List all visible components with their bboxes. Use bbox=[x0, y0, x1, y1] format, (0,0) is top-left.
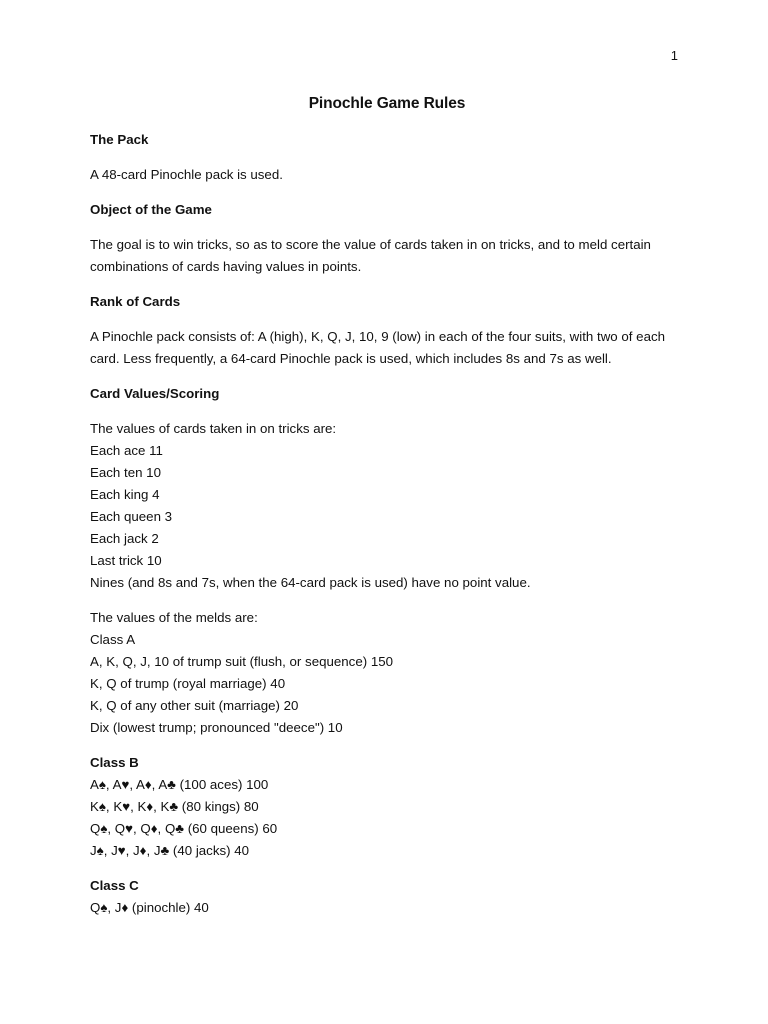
card-values-intro: The values of cards taken in on tricks are: bbox=[90, 421, 337, 436]
meld-item: K, Q of trump (royal marriage) 40 bbox=[90, 676, 286, 691]
card-value-item: Last trick 10 bbox=[90, 553, 162, 568]
meld-item: J♠, J♥, J♦, J♣ (40 jacks) 40 bbox=[90, 843, 250, 858]
document-title: Pinochle Game Rules bbox=[308, 95, 466, 112]
meld-item: Q♠, J♦ (pinochle) 40 bbox=[90, 900, 209, 915]
meld-item: K♠, K♥, K♦, K♣ (80 kings) 80 bbox=[90, 799, 259, 814]
document-body bbox=[90, 94, 690, 919]
meld-item: K, Q of any other suit (marriage) 20 bbox=[90, 698, 299, 713]
card-value-item: Each ace 11 bbox=[90, 443, 163, 458]
page-number: 1 bbox=[670, 48, 678, 63]
paragraph-rank-of-cards: A Pinochle pack consists of: A (high), K, Q, J, 10, 9 (low) in each of the four suits, with two of each card. Less frequently, a 64-card Pinochle pack is used, which includes 8s and 7s as well. bbox=[90, 329, 666, 366]
heading-card-values: Card Values/Scoring bbox=[90, 386, 220, 401]
card-value-item: Nines (and 8s and 7s, when the 64-card pack is used) have no point value. bbox=[90, 575, 531, 590]
heading-rank-of-cards: Rank of Cards bbox=[90, 294, 181, 309]
class-c-label: Class C bbox=[90, 878, 139, 893]
melds-intro: The values of the melds are: bbox=[90, 610, 258, 625]
meld-item: Dix (lowest trump; pronounced "deece") 10 bbox=[90, 720, 343, 735]
class-b-label: Class B bbox=[90, 755, 139, 770]
class-a-label: Class A bbox=[90, 632, 136, 647]
card-value-item: Each queen 3 bbox=[90, 509, 173, 524]
card-value-item: Each king 4 bbox=[90, 487, 160, 502]
heading-the-pack: The Pack bbox=[90, 132, 149, 147]
heading-object-of-game: Object of the Game bbox=[90, 202, 212, 217]
card-value-item: Each jack 2 bbox=[90, 531, 159, 546]
meld-item: A♠, A♥, A♦, A♣ (100 aces) 100 bbox=[90, 777, 269, 792]
paragraph-the-pack: A 48-card Pinochle pack is used. bbox=[90, 167, 283, 182]
meld-item: A, K, Q, J, 10 of trump suit (flush, or sequence) 150 bbox=[90, 654, 394, 669]
card-value-item: Each ten 10 bbox=[90, 465, 161, 480]
paragraph-object-of-game: The goal is to win tricks, so as to score the value of cards taken in on tricks, and to meld certain combinations of cards having values in points. bbox=[90, 237, 651, 274]
meld-item: Q♠, Q♥, Q♦, Q♣ (60 queens) 60 bbox=[90, 821, 278, 836]
